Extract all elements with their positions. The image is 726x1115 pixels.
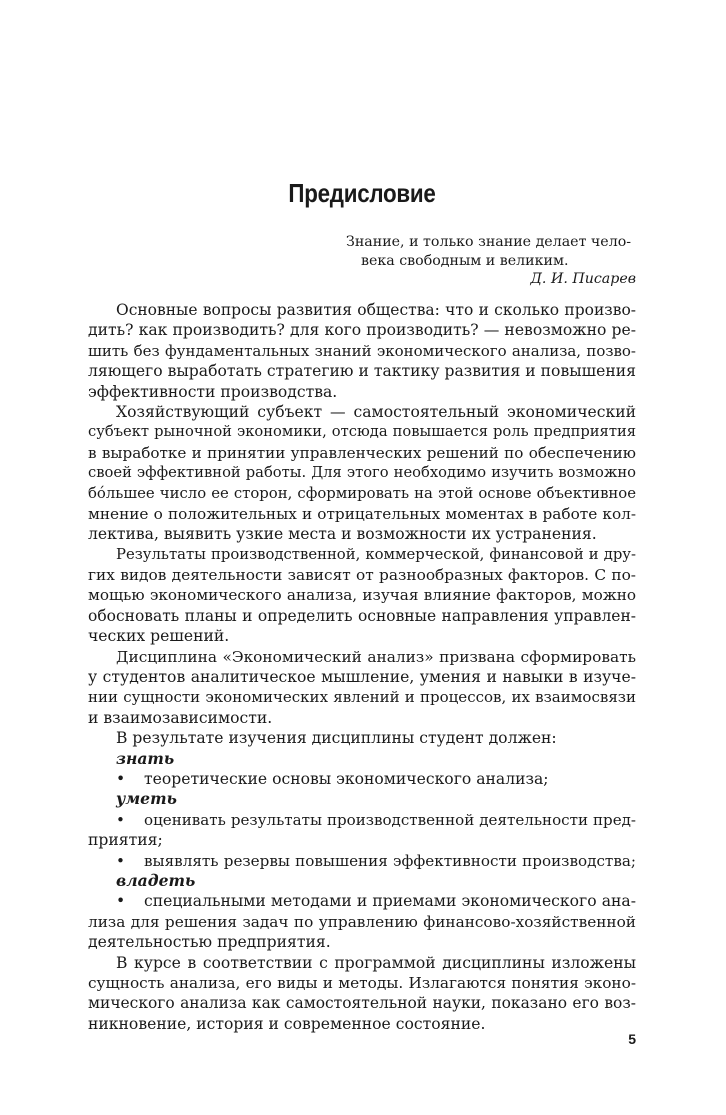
bullet-item (88, 851, 636, 871)
bullet-item (88, 891, 636, 911)
text-line: шить без фундаментальных знаний экономического анализа, позво- (88, 341, 636, 360)
bullet-text: оценивать результаты производственной деятельности пред- (144, 810, 636, 829)
text-line: В курсе в соответствии с программой дисциплины изложены (116, 953, 636, 972)
text-line: приятия; (88, 831, 163, 850)
keyword-heading: знать (116, 748, 175, 768)
bullet-icon: • (116, 851, 125, 870)
keyword-heading: владеть (116, 870, 196, 890)
text-line: лиза для решения задач по управлению финансово-хозяйственной (88, 912, 636, 931)
bullet-text: выявлять резервы повышения эффективности производства; (144, 851, 636, 870)
page-title: Предисловие (288, 178, 436, 208)
text-line: Дисциплина «Экономический анализ» призвана сформировать (116, 647, 636, 666)
text-line: своей эффективной работы. Для этого необходимо изучить возможно (88, 464, 636, 482)
text-line: и взаимозависимости. (88, 708, 273, 727)
text-line: нии сущности экономических явлений и процессов, их взаимосвязи (88, 688, 636, 707)
text-line: в выработке и принятии управленческих решений по обеспечению (88, 443, 636, 462)
text-line: мнение о положительных и отрицательных моментах в работе кол- (88, 504, 636, 523)
text-line: ческих решений. (88, 627, 230, 646)
text-line: дить? как производить? для кого производить? — невозможно ре- (88, 321, 636, 340)
epigraph-author: Д. И. Писарев (530, 271, 636, 287)
text-line: никновение, история и современное состояние. (88, 1014, 486, 1033)
text-line: Результаты производственной, коммерческой, финансовой и дру- (116, 545, 636, 563)
epigraph (346, 233, 636, 289)
bullet-icon: • (116, 769, 126, 788)
text-line: В результате изучения дисциплины студент должен: (116, 729, 557, 748)
text-line: деятельностью предприятия. (88, 933, 331, 952)
text-line: субъект рыночной экономики, отсюда повышается роль предприятия (88, 423, 636, 441)
text-line: сущность анализа, его виды и методы. Излагаются понятия эконо- (88, 973, 636, 992)
bullet-text: теоретические основы экономического анализа; (144, 769, 549, 788)
bullet-icon: • (116, 892, 126, 911)
text-line: Хозяйствующий субъект — самостоятельный экономический (116, 402, 636, 421)
text-line: лектива, выявить узкие места и возможности их устранения. (88, 525, 597, 544)
body-text (88, 300, 636, 1034)
text-line: эффективности производства. (88, 382, 338, 401)
text-line: бóльшее число ее сторон, сформировать на этой основе объективное (88, 484, 636, 502)
text-line: Основные вопросы развития общества: что и сколько произво- (116, 301, 636, 319)
text-line: гих видов деятельности зависят от разнообразных факторов. С по- (88, 566, 636, 585)
text-line: ляющего выработать стратегию и тактику развития и повышения (88, 362, 636, 381)
text-line: обосновать планы и определить основные направления управлен- (88, 606, 636, 625)
bullet-text: специальными методами и приемами экономического ана- (144, 892, 636, 911)
page-number: 5 (628, 1031, 636, 1047)
text-line: у студентов аналитическое мышление, умения и навыки в изуче- (88, 668, 636, 687)
keyword-heading: уметь (116, 789, 177, 809)
text-line: мощью экономического анализа, изучая влияние факторов, можно (88, 586, 636, 605)
bullet-icon: • (116, 810, 125, 829)
text-line: мического анализа как самостоятельной науки, показано его воз- (88, 994, 636, 1013)
epigraph-line: Знание, и только знание делает чело- (346, 234, 632, 250)
bullet-item (88, 810, 636, 830)
book-page (88, 0, 636, 1115)
epigraph-line: века свободным и великим. (361, 252, 569, 269)
bullet-item (88, 769, 636, 789)
